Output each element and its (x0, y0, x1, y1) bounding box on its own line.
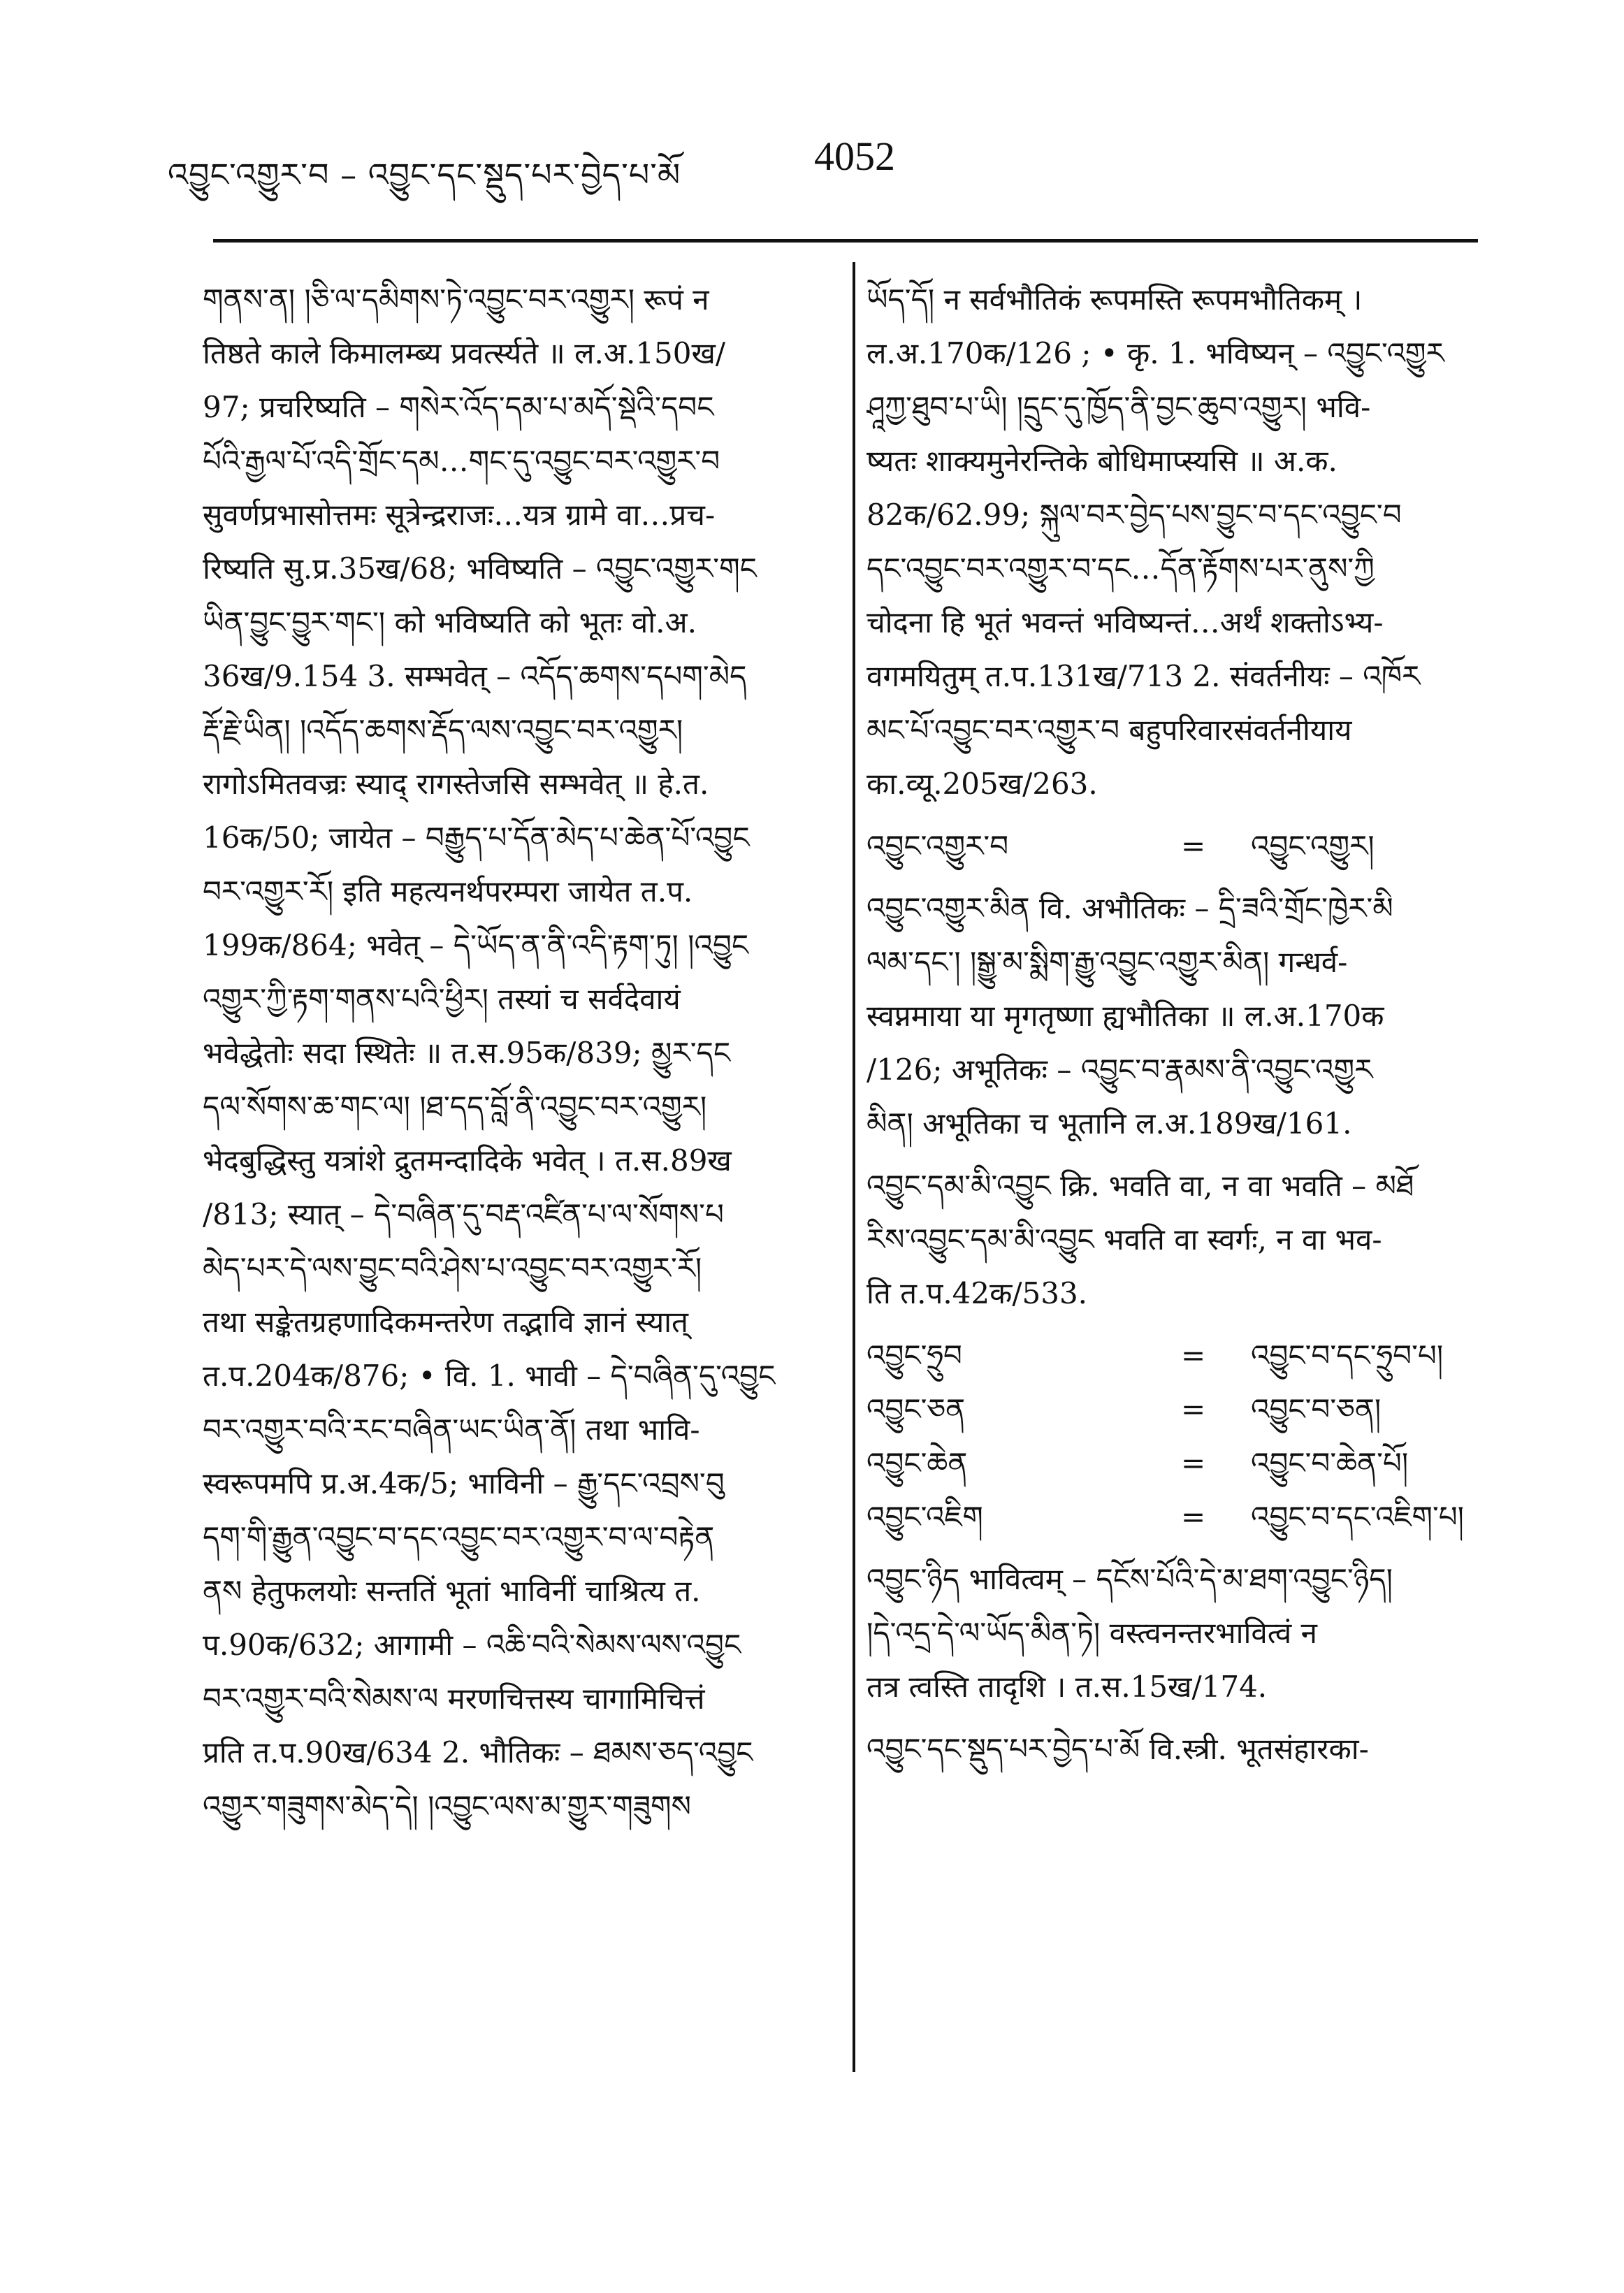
text-line: भेदबुद्धिस्तु यत्रांशे द्रुतमन्दादिके भवेत् । त.स.89ख (203, 1143, 732, 1178)
equals-sign: = (1181, 1338, 1206, 1373)
text-line: ནས हेतुफलयोः सन्ततिं भूतां भाविनीं चाश्रित्य त. (203, 1574, 701, 1608)
text-line: རྡོ་རྗེ་ཡིན། །འདོད་ཆགས་རྡོད་ལས་འབྱུང་བར་འགྱུར། (203, 713, 683, 747)
page-header (168, 133, 1481, 196)
text-line: सुवर्णप्रभासोत्तमः सूत्रेन्द्रराजः…यत्र ग्रामे वा…प्रच- (203, 498, 716, 532)
dictionary-entry (867, 1722, 1467, 1776)
cross-reference-entry (867, 1490, 1467, 1544)
reference-target: འབྱུང་འགྱུར། (1251, 829, 1375, 863)
text-line: ति त.प.42क/533. (867, 1276, 1088, 1310)
text-line: प.90क/632; आगामी – འཆི་བའི་སེམས་ལས་འབྱུང (203, 1628, 741, 1662)
cross-reference-entry (867, 1436, 1467, 1490)
text-line: 36ख/9.154 3. सम्भवेत् – འདོད་ཆགས་དཔག་མེད (203, 659, 747, 693)
page-number: 4052 (814, 133, 895, 179)
text-line: ཡོད་དོ། न सर्वभौतिकं रूपमस्ति रूपमभौतिकम् । (867, 282, 1363, 317)
header-rule (213, 239, 1478, 243)
dictionary-entry (867, 1159, 1467, 1320)
text-line: 82क/62.99; སྐུལ་བར་བྱེད་པས་བྱུང་བ་དང་འབྱུང་བ (867, 498, 1402, 532)
text-line: का.व्यू.205ख/263. (867, 767, 1098, 801)
equals-sign: = (1181, 1392, 1206, 1426)
reference-target: འབྱུང་བ་དང་འཇིག་པ། (1251, 1500, 1465, 1534)
text-line: /813; स्यात् – དེ་བཞིན་དུ་བརྡ་འཛིན་པ་ལ་སོགས་པ (203, 1197, 724, 1231)
text-line: འབྱུང་དང་སྡུད་པར་བྱེད་པ་མོ वि.स्त्री. भूतसंहारका- (867, 1732, 1369, 1766)
text-line: བར་འགྱུར་བའི་སེམས་ལ मरणचित्तस्य चागामिचित्तं (203, 1681, 705, 1716)
text-line: མེད་པར་དེ་ལས་བྱུང་བའི་ཤེས་པ་འབྱུང་བར་འགྱུར་རོ། (203, 1251, 702, 1285)
column-divider (853, 262, 855, 2072)
text-line: འབྱུང་ཉིད भावित्वम् – དངོས་པོའི་དེ་མ་ཐག་འབྱུང་ཉིད། (867, 1562, 1393, 1596)
text-line: वगमयितुम् त.प.131ख/713 2. संवर्तनीयः – འཁོར (867, 659, 1421, 693)
reference-target: འབྱུང་བ་དང་ཧྲུབ་པ། (1251, 1338, 1444, 1373)
left-column (203, 273, 818, 1833)
headword: འབྱུང་ཧྲུབ (867, 1338, 962, 1373)
reference-target: འབྱུང་བ་ཅན། (1251, 1392, 1382, 1426)
text-line: པོའི་རྒྱལ་པོ་འདི་གྲོང་དམ…གང་དུ་འབྱུང་བར་འགྱུར་བ (203, 444, 720, 478)
text-line: /126; अभूतिकः – འབྱུང་བ་རྣམས་ནི་འབྱུང་འགྱུར (867, 1053, 1373, 1087)
text-line: तथा सङ्केतग्रहणादिकमन्तरेण तद्भावि ज्ञानं स्यात् (203, 1305, 688, 1339)
running-head: འབྱུང་འགྱུར་བ – འབྱུང་དང་སྡུད་པར་བྱེད་པ་མོ (168, 156, 681, 194)
text-line: འགྱུར་ཀྱི་རྟག་གནས་པའི་ཕྱིར། तस्यां च सर्वदेवायं (203, 982, 681, 1016)
text-line: གནས་ན། །ཅི་ལ་དམིགས་ཏེ་འབྱུང་བར་འགྱུར། रूपं न (203, 282, 709, 317)
equals-sign: = (1181, 1500, 1206, 1534)
text-line: མིན། अभूतिका च भूतानि ल.अ.189ख/161. (867, 1106, 1352, 1141)
text-line: भवेद्धेतोः सदा स्थितेः ॥ त.स.95क/839; མྱུར་དང (203, 1036, 731, 1070)
text-line: तिष्ठते काले किमालम्ब्य प्रवर्त्स्यते ॥ ल.अ.150ख/ (203, 336, 725, 370)
text-line: ल.अ.170क/126 ; • कृ. 1. भविष्यन् – འབྱུང་འགྱུར (867, 336, 1444, 370)
text-line: འབྱུང་དམ་མི་འབྱུང क्रि. भवति वा, न वा भवति – མཐོ (867, 1169, 1414, 1203)
dictionary-entry (867, 881, 1467, 1150)
text-line: རིས་འབྱུང་དམ་མི་འབྱུང भवति वा स्वर्गः, न वा भव- (867, 1222, 1382, 1257)
cross-reference-entry (867, 1382, 1467, 1436)
text-line: དག་གི་རྒྱུན་འབྱུང་བ་དང་འབྱུང་བར་འགྱུར་བ་ལ་བརྟེན (203, 1520, 715, 1554)
dictionary-entry (867, 1552, 1467, 1714)
headword: འབྱུང་འཇིག (867, 1500, 983, 1534)
text-line: 199क/864; भवेत् – དེ་ཡོད་ན་ནི་འདི་རྟག་ཏུ། །འབྱུང (203, 928, 749, 962)
headword: འབྱུང་ཆེན (867, 1446, 968, 1480)
text-line: रिष्यति सु.प्र.35ख/68; भविष्यति – འབྱུང་འགྱུར་གང (203, 551, 757, 586)
cross-reference-list (867, 1329, 1467, 1544)
text-line: བར་འགྱུར་བའི་རང་བཞིན་ཡང་ཡིན་ནོ། तथा भावि- (203, 1412, 700, 1447)
equals-sign: = (1181, 1446, 1206, 1480)
equals-sign: = (1181, 829, 1206, 863)
cross-reference-entry (867, 1329, 1467, 1382)
text-line: དང་འབྱུང་བར་འགྱུར་བ་དང…དོན་རྟོགས་པར་ནུས་ཀྱི (867, 551, 1375, 586)
text-line: तत्र त्वस्ति तादृशि । त.स.15ख/174. (867, 1670, 1268, 1704)
text-line: चोदना हि भूतं भवन्तं भविष्यन्तं…अर्थं शक्तोऽभ्य- (867, 605, 1384, 639)
text-line: མང་པོ་འབྱུང་བར་འགྱུར་བ बहुपरिवारसंवर्तनीयाय (867, 713, 1352, 747)
cross-reference-entry (867, 819, 1467, 873)
headword: འབྱུང་འགྱུར་བ (867, 829, 1009, 863)
text-line: 16क/50; जायेत – བརྒྱུད་པ་དོན་མེད་པ་ཆེན་པོ་འབྱུང (203, 820, 750, 855)
text-line: रागोऽमितवज्रः स्याद् रागस्तेजसि सम्भवेत् ॥ हे.त. (203, 767, 709, 801)
text-line: ལམ་དང་། །སྒྱུ་མ་སྨིག་རྒྱུ་འབྱུང་འགྱུར་མིན། गन्धर्व- (867, 945, 1348, 979)
text-line: འགྱུར་གཟུགས་མེད་དེ། །འབྱུང་ལས་མ་གྱུར་གཟུགས (203, 1789, 691, 1823)
text-line: स्वरूपमपि प्र.अ.4क/5; भाविनी – རྒྱུ་དང་འབྲས་བུ (203, 1466, 725, 1500)
text-line: ཡིན་བྱུང་བྱུར་གང་། को भविष्यति को भूतः वो.अ. (203, 605, 697, 639)
text-line: स्वप्नमाया या मृगतृष्णा ह्यभौतिका ॥ ल.अ.170क (867, 999, 1384, 1033)
text-line: 97; प्रचरिष्यति – གསེར་འོད་དམ་པ་མདོ་སྡེའི་དབང (203, 390, 714, 424)
text-line: འབྱུང་འགྱུར་མིན वि. अभौतिकः – དྲི་ཟའི་གྲོང་ཁྱེར་མི (867, 891, 1393, 925)
right-column (867, 273, 1467, 1776)
text-line: ཤཱཀྱ་ཐུབ་པ་ཡི། །དྲུང་དུ་ཁྱོད་ནི་བྱང་ཆུབ་འགྱུར། भवि- (867, 390, 1371, 424)
reference-target: འབྱུང་བ་ཆེན་པོ། (1251, 1446, 1409, 1480)
headword: འབྱུང་ཅན (867, 1392, 966, 1426)
text-line: त.प.204क/876; • वि. 1. भावी – དེ་བཞིན་དུ་འབྱུང (203, 1359, 776, 1393)
text-line: प्रति त.प.90ख/634 2. भौतिकः – ཐམས་ཅད་འབྱུང (203, 1735, 753, 1770)
continued-entry (867, 273, 1467, 811)
text-line: །དེ་འདྲ་དེ་ལ་ཡོད་མིན་ཏེ། वस्त्वनन्तरभावित्वं न (867, 1616, 1317, 1650)
text-line: དལ་སོགས་ཆ་གང་ལ། །ཐ་དད་བློ་ནི་འབྱུང་བར་འགྱུར། (203, 1090, 707, 1124)
text-line: བར་འགྱུར་རོ། इति महत्यनर्थपरम्परा जायेत त.प. (203, 874, 693, 909)
text-line: ष्यतः शाक्यमुनेरन्तिके बोधिमाप्स्यसि ॥ अ.क. (867, 444, 1337, 478)
